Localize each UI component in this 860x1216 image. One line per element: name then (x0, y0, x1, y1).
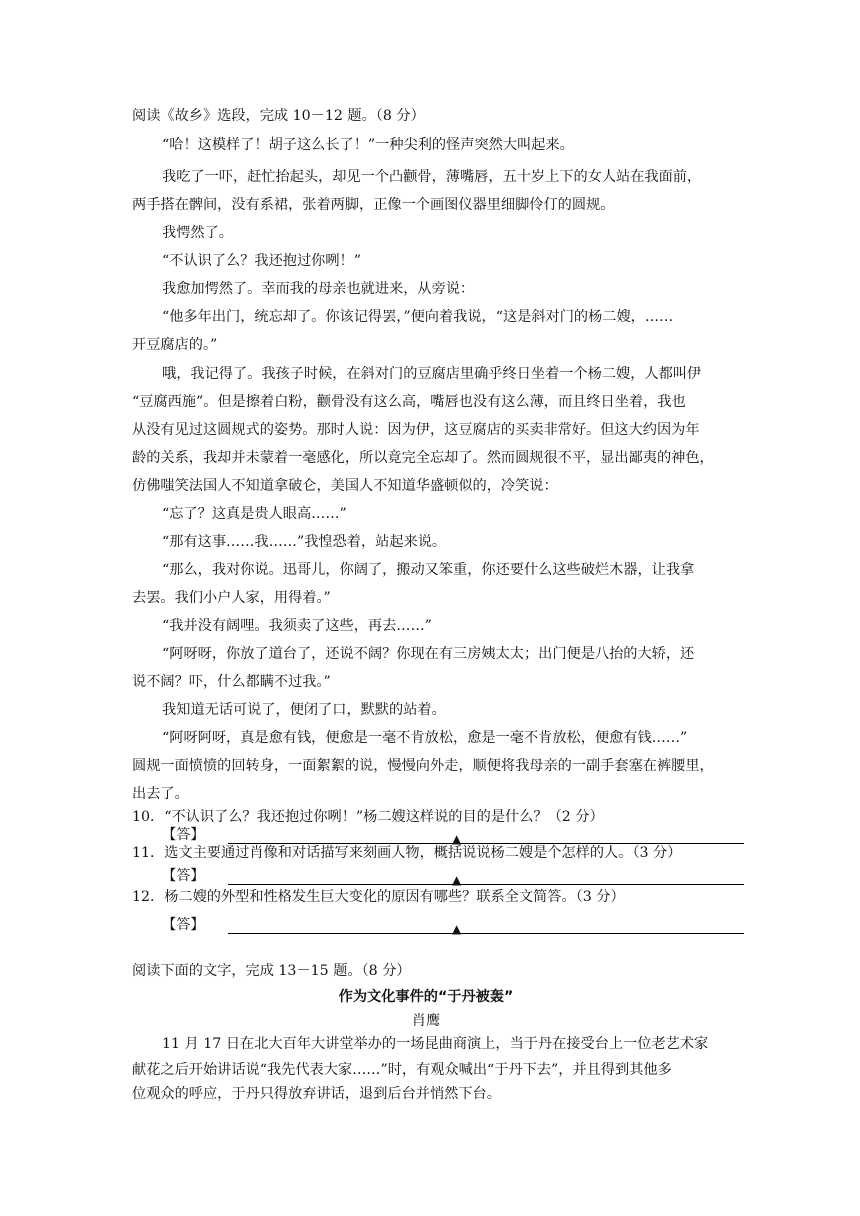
triangle-mark-icon: ▲ (452, 922, 462, 936)
answer-12 (162, 914, 744, 934)
answer-label: 【答】 (162, 868, 205, 884)
article-author: 肖鹰 (411, 1013, 441, 1029)
passage-line: 从没有见过这圆规式的姿势。那时人说：因为伊，这豆腐店的买卖非常好。但这大约因为年 (132, 422, 700, 438)
passage-line: “他多年出门，统忘却了。你该记得罢，”便向着我说，“这是斜对门的杨二嫂，…… (162, 309, 674, 325)
triangle-mark-icon: ▲ (452, 873, 462, 887)
passage-line: “我并没有阔哩。我须卖了这些，再去……” (162, 618, 432, 634)
answer-blank-10[interactable] (228, 827, 744, 844)
question-12: 12．杨二嫂的外型和性格发生巨大变化的原因有哪些？联系全文简答。（3 分） (132, 889, 625, 905)
passage-line: 我愕然了。 (162, 225, 233, 241)
answer-blank-11[interactable] (228, 868, 744, 885)
article-line: 位观众的呼应，于丹只得放弃讲话，退到后台并悄然下台。 (132, 1086, 501, 1102)
passage-line: 说不阔？吓，什么都瞒不过我。” (132, 674, 331, 690)
article-line: 11 月 17 日在北大百年大讲堂举办的一场昆曲商演上，当于丹在接受台上一位老艺术家 (162, 1036, 709, 1052)
passage-line: 我愈加愕然了。幸而我的母亲也就进来，从旁说： (162, 281, 475, 297)
section1-intro: 阅读《故乡》选段，完成 10－12 题。（8 分） (132, 108, 425, 124)
passage-line: 圆规一面愤愤的回转身，一面絮絮的说，慢慢向外走，顺便将我母亲的一副手套塞在裤腰里， (132, 758, 714, 774)
passage-line: 我知道无话可说了，便闭了口，默默的站着。 (162, 702, 446, 718)
passage-line: “豆腐西施”。但是擦着白粉，颧骨没有这么高，嘴唇也没有这么薄，而且终日坐着，我也 (132, 394, 686, 410)
passage-line: “阿呀呀，你放了道台了，还说不阔？你现在有三房姨太太；出门便是八抬的大轿，还 (162, 646, 695, 662)
passage-line: 出去了。 (132, 786, 189, 802)
triangle-mark-icon: ▲ (452, 832, 462, 846)
passage-line: “那有这事……我……”我惶恐着，站起来说。 (162, 534, 447, 550)
answer-11 (162, 865, 744, 885)
article-title: 作为文化事件的“于丹被轰” (338, 989, 514, 1005)
passage-line: 两手搭在髀间，没有系裙，张着两脚，正像一个画图仪器里细脚伶仃的圆规。 (132, 197, 615, 213)
question-11: 11．选文主要通过肖像和对话描写来刻画人物，概括说说杨二嫂是个怎样的人。（3 分） (132, 845, 682, 861)
passage-line: 仿佛嗤笑法国人不知道拿破仑，美国人不知道华盛顿似的，冷笑说： (132, 478, 558, 494)
passage-line: 我吃了一吓，赶忙抬起头，却见一个凸颧骨，薄嘴唇，五十岁上下的女人站在我面前， (162, 169, 702, 185)
question-10: 10．“不认识了么？我还抱过你咧！”杨二嫂这样说的目的是什么？（2 分） (132, 809, 604, 825)
passage-line: “哈！这模样了！胡子这么长了！”一种尖利的怪声突然大叫起来。 (162, 137, 574, 153)
article-line: 献花之后开始讲话说“我先代表大家……”时，有观众喊出“于丹下去”，并且得到其他多 (132, 1062, 672, 1078)
passage-line: “那么，我对你说。迅哥儿，你阔了，搬动又笨重，你还要什么这些破烂木器，让我拿 (162, 562, 695, 578)
passage-line: 去罢。我们小户人家，用得着。” (132, 590, 331, 606)
passage-line: “忘了？这真是贵人眼高……” (162, 506, 347, 522)
passage-line: 哦，我记得了。我孩子时候，在斜对门的豆腐店里确乎终日坐着一个杨二嫂，人都叫伊 (162, 366, 702, 382)
answer-label: 【答】 (162, 827, 205, 843)
answer-blank-12[interactable] (228, 917, 744, 934)
passage-line: 开豆腐店的。” (132, 337, 218, 353)
passage-line: “阿呀阿呀，真是愈有钱，便愈是一毫不肯放松，愈是一毫不肯放松，便愈有钱……” (162, 730, 688, 746)
passage-line: “不认识了么？我还抱过你咧！” (162, 253, 361, 269)
section2-intro: 阅读下面的文字，完成 13－15 题。（8 分） (132, 963, 411, 979)
answer-label: 【答】 (162, 917, 205, 933)
passage-line: 龄的关系，我却并未蒙着一毫感化，所以竟完全忘却了。然而圆规很不平，显出鄙夷的神色， (132, 450, 714, 466)
answer-10 (162, 824, 744, 844)
